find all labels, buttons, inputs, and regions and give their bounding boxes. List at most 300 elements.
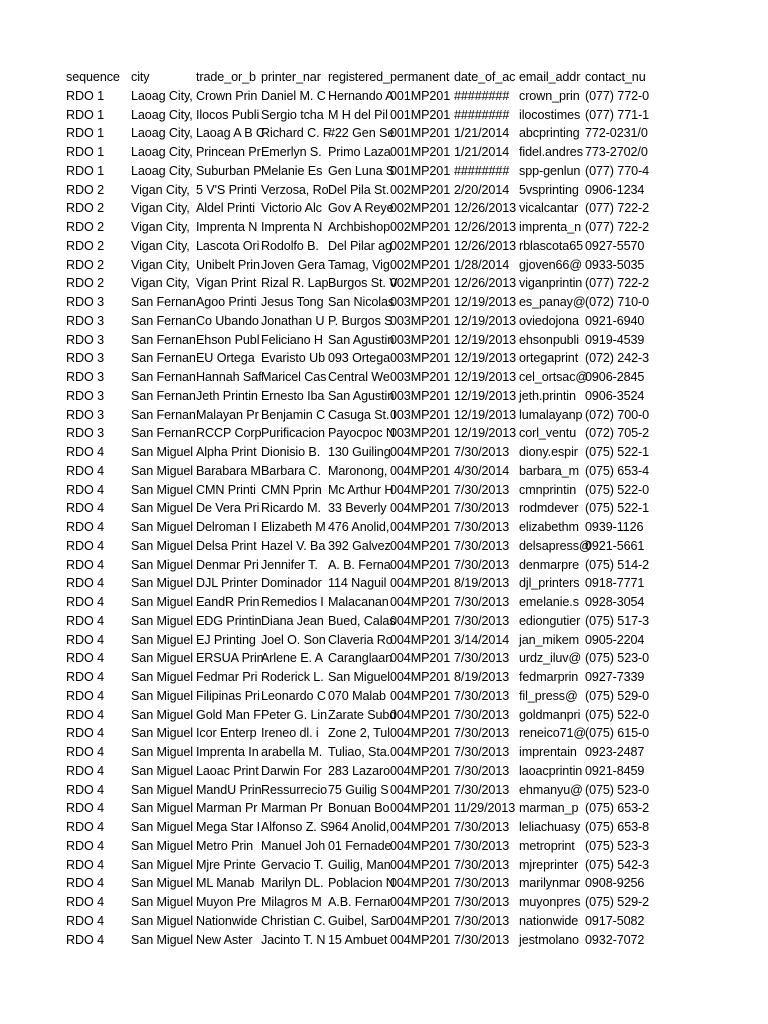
cell-trade-name[interactable]: RCCP Corp (196, 426, 262, 441)
cell-city[interactable]: San Miguel (131, 913, 194, 928)
cell-printer-name[interactable]: Leonardo C (261, 688, 326, 703)
cell-registered-address[interactable]: Hernando A (328, 88, 394, 103)
cell-date[interactable]: 11/29/2013 (454, 801, 516, 816)
cell-email[interactable]: imprenta_n (519, 220, 582, 234)
cell-email[interactable]: reneico71@ (519, 726, 587, 741)
cell-sequence[interactable]: RDO 4 (66, 463, 104, 478)
cell-trade-name[interactable]: Imprenta N (196, 220, 258, 234)
cell-contact[interactable]: (075) 529-0 (585, 688, 650, 703)
cell-date[interactable]: 7/30/2013 (454, 782, 510, 797)
cell-contact[interactable]: (075) 653-4 (585, 463, 650, 478)
cell-city[interactable]: Vigan City, (131, 220, 190, 234)
cell-printer-name[interactable]: Diana Jean (261, 613, 324, 628)
cell-permanent-number[interactable]: 004MP201 (390, 538, 451, 553)
cell-permanent-number[interactable]: 004MP201 (390, 501, 451, 516)
cell-date[interactable]: 12/26/2013 (454, 201, 517, 216)
cell-city[interactable]: San Miguel (131, 670, 194, 684)
cell-permanent-number[interactable]: 003MP201 (390, 426, 451, 441)
cell-trade-name[interactable]: EJ Printing (196, 632, 256, 647)
cell-date[interactable]: 7/30/2013 (454, 613, 510, 628)
cell-permanent-number[interactable]: 001MP201 (390, 163, 451, 178)
cell-contact[interactable]: (075) 615-0 (585, 726, 650, 741)
cell-registered-address[interactable]: 392 Galvez (328, 538, 391, 553)
cell-printer-name[interactable]: Darwin For (261, 763, 322, 778)
cell-trade-name[interactable]: CMN Printi (196, 482, 256, 497)
cell-city[interactable]: San Miguel (131, 876, 194, 891)
cell-email[interactable]: rblascota65 (519, 238, 584, 253)
cell-email[interactable]: abcprinting (519, 126, 580, 141)
header-cell-permanent-number[interactable]: permanent (390, 70, 450, 84)
cell-sequence[interactable]: RDO 3 (66, 370, 104, 384)
cell-printer-name[interactable]: Elizabeth M (261, 520, 326, 534)
cell-sequence[interactable]: RDO 3 (66, 351, 104, 366)
cell-email[interactable]: oviedojona (519, 313, 579, 328)
cell-date[interactable]: 7/30/2013 (454, 838, 510, 853)
cell-email[interactable]: muyonpres (519, 895, 581, 909)
cell-date[interactable]: 7/30/2013 (454, 895, 510, 909)
cell-email[interactable]: jan_mikem (519, 632, 579, 647)
cell-date[interactable]: ######## (454, 163, 510, 178)
cell-printer-name[interactable]: Richard C. F (261, 126, 331, 141)
cell-contact[interactable]: (072) 705-2 (585, 426, 650, 441)
cell-date[interactable]: 1/21/2014 (454, 126, 510, 141)
cell-printer-name[interactable]: Ressurrecio (261, 782, 328, 797)
cell-city[interactable]: San Miguel (131, 932, 194, 947)
cell-contact[interactable]: (077) 722-2 (585, 276, 650, 291)
cell-email[interactable]: nationwide (519, 913, 579, 928)
cell-contact[interactable]: (075) 523-0 (585, 782, 650, 797)
cell-printer-name[interactable]: Daniel M. C (261, 88, 326, 103)
cell-printer-name[interactable]: Purificacion (261, 426, 325, 441)
cell-registered-address[interactable]: Del Pila St. (328, 182, 390, 197)
cell-registered-address[interactable]: Maronong, (328, 463, 388, 478)
cell-registered-address[interactable]: Mc Arthur H (328, 482, 394, 497)
cell-trade-name[interactable]: Crown Prin (196, 88, 258, 103)
cell-sequence[interactable]: RDO 4 (66, 520, 104, 534)
cell-email[interactable]: cel_ortsac@ (519, 370, 589, 384)
cell-permanent-number[interactable]: 004MP201 (390, 445, 451, 459)
cell-city[interactable]: San Miguel (131, 501, 194, 516)
cell-contact[interactable]: (072) 700-0 (585, 407, 650, 422)
cell-trade-name[interactable]: Vigan Print (196, 276, 257, 291)
cell-city[interactable]: Laoag City, (131, 163, 193, 178)
cell-date[interactable]: 7/30/2013 (454, 595, 510, 609)
cell-date[interactable]: 7/30/2013 (454, 445, 510, 459)
cell-sequence[interactable]: RDO 4 (66, 838, 104, 853)
cell-sequence[interactable]: RDO 4 (66, 651, 104, 666)
cell-trade-name[interactable]: De Vera Pri (196, 501, 260, 516)
cell-email[interactable]: ehmanyu@ (519, 782, 583, 797)
cell-city[interactable]: San Miguel (131, 613, 194, 628)
cell-sequence[interactable]: RDO 2 (66, 238, 104, 253)
cell-trade-name[interactable]: Malayan Pr (196, 407, 259, 422)
cell-date[interactable]: 12/19/2013 (454, 370, 517, 384)
cell-printer-name[interactable]: Rodolfo B. (261, 238, 319, 253)
header-cell-contact[interactable]: contact_nu (585, 70, 646, 84)
cell-printer-name[interactable]: Maricel Cas (261, 370, 327, 384)
cell-registered-address[interactable]: Gen Luna S (328, 163, 395, 178)
cell-date[interactable]: 7/30/2013 (454, 913, 510, 928)
cell-registered-address[interactable]: 75 Guilig S (328, 782, 389, 797)
cell-contact[interactable]: (075) 542-3 (585, 857, 650, 872)
header-cell-sequence[interactable]: sequence (66, 70, 120, 84)
cell-trade-name[interactable]: Delroman I (196, 520, 257, 534)
cell-email[interactable]: goldmanpri (519, 707, 581, 722)
cell-registered-address[interactable]: 283 Lazaro (328, 763, 391, 778)
cell-printer-name[interactable]: Peter G. Lin (261, 707, 327, 722)
cell-permanent-number[interactable]: 002MP201 (390, 257, 451, 272)
cell-city[interactable]: Vigan City, (131, 182, 190, 197)
cell-date[interactable]: 7/30/2013 (454, 857, 510, 872)
cell-printer-name[interactable]: arabella M. (261, 745, 323, 759)
cell-permanent-number[interactable]: 004MP201 (390, 763, 451, 778)
cell-permanent-number[interactable]: 003MP201 (390, 351, 451, 366)
cell-permanent-number[interactable]: 004MP201 (390, 820, 451, 834)
cell-printer-name[interactable]: Alfonso Z. S (261, 820, 329, 834)
cell-date[interactable]: 7/30/2013 (454, 557, 510, 572)
cell-trade-name[interactable]: Gold Man F (196, 707, 261, 722)
cell-contact[interactable]: (077) 722-2 (585, 201, 650, 216)
cell-city[interactable]: San Fernan (131, 407, 196, 422)
cell-email[interactable]: ortegaprint (519, 351, 579, 366)
cell-registered-address[interactable]: 070 Malab (328, 688, 386, 703)
cell-trade-name[interactable]: EandR Prin (196, 595, 260, 609)
cell-city[interactable]: San Fernan (131, 295, 196, 309)
cell-sequence[interactable]: RDO 4 (66, 782, 104, 797)
cell-printer-name[interactable]: Dionisio B. (261, 445, 321, 459)
cell-registered-address[interactable]: Guilig, Man (328, 857, 391, 872)
cell-printer-name[interactable]: CMN Pprin (261, 482, 322, 497)
cell-sequence[interactable]: RDO 3 (66, 426, 104, 441)
cell-permanent-number[interactable]: 004MP201 (390, 707, 451, 722)
cell-registered-address[interactable]: Del Pilar ag (328, 238, 392, 253)
cell-city[interactable]: San Fernan (131, 351, 196, 366)
cell-printer-name[interactable]: Emerlyn S. (261, 145, 322, 159)
cell-printer-name[interactable]: Benjamin C (261, 407, 326, 422)
cell-date[interactable]: 12/19/2013 (454, 332, 517, 347)
cell-permanent-number[interactable]: 001MP201 (390, 126, 451, 141)
cell-registered-address[interactable]: M H del Pil (328, 107, 388, 122)
cell-email[interactable]: fidel.andres (519, 145, 583, 159)
cell-sequence[interactable]: RDO 4 (66, 538, 104, 553)
cell-contact[interactable]: 0906-3524 (585, 388, 645, 403)
cell-city[interactable]: San Miguel (131, 538, 194, 553)
cell-contact[interactable]: (075) 522-1 (585, 501, 650, 516)
cell-registered-address[interactable]: Claveria Ro (328, 632, 393, 647)
cell-email[interactable]: es_panay@ (519, 295, 586, 309)
cell-date[interactable]: 3/14/2014 (454, 632, 510, 647)
cell-city[interactable]: San Miguel (131, 445, 194, 459)
cell-date[interactable]: 7/30/2013 (454, 820, 510, 834)
cell-city[interactable]: Laoag City, (131, 107, 193, 122)
cell-date[interactable]: ######## (454, 107, 510, 122)
cell-trade-name[interactable]: Denmar Pri (196, 557, 259, 572)
cell-permanent-number[interactable]: 004MP201 (390, 651, 451, 666)
cell-city[interactable]: Laoag City, (131, 145, 193, 159)
cell-contact[interactable]: (077) 772-0 (585, 88, 650, 103)
cell-contact[interactable]: 0928-3054 (585, 595, 645, 609)
cell-contact[interactable]: 0921-6940 (585, 313, 645, 328)
cell-printer-name[interactable]: Gervacio T. (261, 857, 324, 872)
cell-contact[interactable]: 773-2702/0 (585, 145, 648, 159)
cell-contact[interactable]: (075) 653-2 (585, 801, 650, 816)
cell-email[interactable]: marilynmar (519, 876, 581, 891)
cell-printer-name[interactable]: Joven Gera (261, 257, 326, 272)
cell-printer-name[interactable]: Jesus Tong (261, 295, 324, 309)
cell-registered-address[interactable]: Zarate Subd (328, 707, 397, 722)
cell-registered-address[interactable]: Bued, Calas (328, 613, 396, 628)
cell-sequence[interactable]: RDO 4 (66, 857, 104, 872)
cell-email[interactable]: leliachuasy (519, 820, 581, 834)
cell-contact[interactable]: 0906-2845 (585, 370, 645, 384)
cell-sequence[interactable]: RDO 1 (66, 107, 104, 122)
cell-permanent-number[interactable]: 004MP201 (390, 745, 451, 759)
cell-city[interactable]: San Miguel (131, 838, 194, 853)
cell-permanent-number[interactable]: 004MP201 (390, 838, 451, 853)
cell-email[interactable]: 5vsprinting (519, 182, 579, 197)
cell-printer-name[interactable]: Barbara C. (261, 463, 321, 478)
cell-trade-name[interactable]: Barabara M (196, 463, 261, 478)
cell-permanent-number[interactable]: 003MP201 (390, 388, 451, 403)
cell-registered-address[interactable]: A.B. Fernar (328, 895, 392, 909)
cell-sequence[interactable]: RDO 3 (66, 332, 104, 347)
cell-permanent-number[interactable]: 004MP201 (390, 895, 451, 909)
cell-contact[interactable]: (075) 523-3 (585, 838, 650, 853)
cell-printer-name[interactable]: Imprenta N (261, 220, 323, 234)
cell-date[interactable]: 7/30/2013 (454, 763, 510, 778)
cell-email[interactable]: fil_press@ (519, 688, 578, 703)
cell-email[interactable]: emelanie.s (519, 595, 579, 609)
cell-contact[interactable]: (075) 517-3 (585, 613, 650, 628)
cell-date[interactable]: 7/30/2013 (454, 501, 510, 516)
cell-sequence[interactable]: RDO 1 (66, 88, 104, 103)
cell-city[interactable]: San Miguel (131, 595, 194, 609)
cell-contact[interactable]: 0932-7072 (585, 932, 645, 947)
cell-trade-name[interactable]: ERSUA Prin (196, 651, 264, 666)
cell-printer-name[interactable]: Victorio Alc (261, 201, 322, 216)
cell-sequence[interactable]: RDO 4 (66, 820, 104, 834)
cell-email[interactable]: viganprintin (519, 276, 583, 291)
cell-permanent-number[interactable]: 002MP201 (390, 220, 451, 234)
cell-date[interactable]: 7/30/2013 (454, 520, 510, 534)
cell-trade-name[interactable]: Alpha Print (196, 445, 257, 459)
cell-email[interactable]: elizabethm (519, 520, 579, 534)
header-cell-city[interactable]: city (131, 70, 150, 84)
cell-city[interactable]: San Fernan (131, 332, 196, 347)
cell-contact[interactable]: 772-0231/0 (585, 126, 648, 141)
cell-contact[interactable]: 0917-5082 (585, 913, 645, 928)
cell-trade-name[interactable]: Jeth Printin (196, 388, 258, 403)
cell-date[interactable]: 12/19/2013 (454, 351, 517, 366)
cell-trade-name[interactable]: EDG Printin (196, 613, 262, 628)
cell-registered-address[interactable]: Payocpoc N (328, 426, 395, 441)
cell-permanent-number[interactable]: 003MP201 (390, 407, 451, 422)
cell-date[interactable]: 12/19/2013 (454, 388, 517, 403)
cell-registered-address[interactable]: 476 Anolid, (328, 520, 390, 534)
cell-sequence[interactable]: RDO 3 (66, 295, 104, 309)
cell-email[interactable]: diony.espir (519, 445, 578, 459)
cell-registered-address[interactable]: P. Burgos S (328, 313, 393, 328)
cell-printer-name[interactable]: Manuel Joh (261, 838, 326, 853)
cell-trade-name[interactable]: Marman Pr (196, 801, 258, 816)
cell-sequence[interactable]: RDO 4 (66, 707, 104, 722)
header-cell-date[interactable]: date_of_ac (454, 70, 516, 84)
cell-permanent-number[interactable]: 004MP201 (390, 613, 451, 628)
cell-city[interactable]: San Miguel (131, 801, 194, 816)
cell-date[interactable]: 7/30/2013 (454, 876, 510, 891)
cell-printer-name[interactable]: Ricardo M. (261, 501, 321, 516)
cell-registered-address[interactable]: 130 Guiling (328, 445, 391, 459)
header-cell-email[interactable]: email_addr (519, 70, 581, 84)
cell-printer-name[interactable]: Feliciano H (261, 332, 323, 347)
cell-city[interactable]: San Miguel (131, 857, 194, 872)
cell-contact[interactable]: (075) 653-8 (585, 820, 650, 834)
cell-date[interactable]: 7/30/2013 (454, 745, 510, 759)
cell-date[interactable]: 12/26/2013 (454, 220, 517, 234)
cell-city[interactable]: San Miguel (131, 745, 194, 759)
cell-printer-name[interactable]: Milagros M (261, 895, 322, 909)
cell-registered-address[interactable]: 01 Fernade (328, 838, 392, 853)
cell-sequence[interactable]: RDO 2 (66, 182, 104, 197)
cell-permanent-number[interactable]: 003MP201 (390, 370, 451, 384)
cell-permanent-number[interactable]: 004MP201 (390, 632, 451, 647)
cell-sequence[interactable]: RDO 2 (66, 276, 104, 291)
cell-trade-name[interactable]: 5 V'S Printi (196, 182, 257, 197)
cell-city[interactable]: Vigan City, (131, 257, 190, 272)
cell-registered-address[interactable]: Archbishop (328, 220, 391, 234)
cell-printer-name[interactable]: Ernesto Iba (261, 388, 325, 403)
cell-date[interactable]: 8/19/2013 (454, 576, 510, 591)
cell-date[interactable]: 8/19/2013 (454, 670, 510, 684)
cell-contact[interactable]: (077) 770-4 (585, 163, 650, 178)
cell-trade-name[interactable]: Filipinas Pri (196, 688, 260, 703)
cell-contact[interactable]: 0918-7771 (585, 576, 645, 591)
cell-sequence[interactable]: RDO 4 (66, 895, 104, 909)
cell-email[interactable]: barbara_m (519, 463, 580, 478)
cell-contact[interactable]: (075) 522-1 (585, 445, 650, 459)
cell-city[interactable]: San Miguel (131, 726, 194, 741)
cell-printer-name[interactable]: Christian C. (261, 913, 326, 928)
cell-contact[interactable]: (077) 722-2 (585, 220, 650, 234)
cell-city[interactable]: San Fernan (131, 388, 196, 403)
cell-email[interactable]: lumalayanp (519, 407, 583, 422)
cell-trade-name[interactable]: Nationwide (196, 913, 258, 928)
cell-permanent-number[interactable]: 004MP201 (390, 520, 451, 534)
cell-printer-name[interactable]: Marman Pr (261, 801, 323, 816)
cell-email[interactable]: djl_printers (519, 576, 580, 591)
cell-sequence[interactable]: RDO 4 (66, 932, 104, 947)
cell-email[interactable]: ehsonpubli (519, 332, 579, 347)
cell-city[interactable]: San Miguel (131, 651, 194, 666)
cell-registered-address[interactable]: #22 Gen Se (328, 126, 395, 141)
cell-sequence[interactable]: RDO 2 (66, 201, 104, 216)
cell-trade-name[interactable]: Fedmar Pri (196, 670, 258, 684)
cell-city[interactable]: San Miguel (131, 482, 194, 497)
cell-contact[interactable]: 0927-5570 (585, 238, 645, 253)
cell-email[interactable]: urdz_iluv@ (519, 651, 582, 666)
cell-trade-name[interactable]: Unibelt Prin (196, 257, 260, 272)
cell-email[interactable]: imprentain (519, 745, 577, 759)
cell-registered-address[interactable]: Zone 2, Tul (328, 726, 390, 741)
cell-sequence[interactable]: RDO 3 (66, 407, 104, 422)
cell-trade-name[interactable]: Suburban P (196, 163, 262, 178)
cell-permanent-number[interactable]: 004MP201 (390, 801, 451, 816)
cell-permanent-number[interactable]: 001MP201 (390, 107, 451, 122)
cell-trade-name[interactable]: Mjre Printe (196, 857, 256, 872)
cell-printer-name[interactable]: Evaristo Ub (261, 351, 325, 366)
cell-city[interactable]: San Miguel (131, 782, 194, 797)
cell-trade-name[interactable]: Lascota Ori (196, 238, 260, 253)
cell-city[interactable]: Laoag City, (131, 88, 193, 103)
cell-printer-name[interactable]: Jonathan U (261, 313, 325, 328)
cell-printer-name[interactable]: Jacinto T. N (261, 932, 326, 947)
cell-email[interactable]: vicalcantar (519, 201, 579, 216)
cell-email[interactable]: crown_prin (519, 88, 580, 103)
cell-registered-address[interactable]: San Miguel (328, 670, 391, 684)
cell-trade-name[interactable]: Delsa Print (196, 538, 257, 553)
cell-date[interactable]: 2/20/2014 (454, 182, 510, 197)
cell-city[interactable]: San Miguel (131, 707, 194, 722)
cell-contact[interactable]: 0923-2487 (585, 745, 645, 759)
cell-registered-address[interactable]: Guibel, San (328, 913, 393, 928)
cell-trade-name[interactable]: EU Ortega (196, 351, 255, 366)
cell-city[interactable]: San Miguel (131, 688, 194, 703)
cell-printer-name[interactable]: Verzosa, Ro (261, 182, 329, 197)
cell-sequence[interactable]: RDO 2 (66, 220, 104, 234)
cell-email[interactable]: ediongutier (519, 613, 581, 628)
cell-date[interactable]: 12/19/2013 (454, 407, 517, 422)
cell-registered-address[interactable]: Poblacion N (328, 876, 395, 891)
cell-registered-address[interactable]: Bonuan Bo (328, 801, 390, 816)
cell-sequence[interactable]: RDO 1 (66, 145, 104, 159)
cell-printer-name[interactable]: Dominador (261, 576, 322, 591)
cell-sequence[interactable]: RDO 4 (66, 745, 104, 759)
cell-trade-name[interactable]: New Aster (196, 932, 253, 947)
cell-sequence[interactable]: RDO 3 (66, 313, 104, 328)
cell-sequence[interactable]: RDO 4 (66, 557, 104, 572)
cell-sequence[interactable]: RDO 4 (66, 632, 104, 647)
cell-contact[interactable]: (075) 522-0 (585, 707, 650, 722)
cell-trade-name[interactable]: Aldel Printi (196, 201, 255, 216)
cell-permanent-number[interactable]: 004MP201 (390, 857, 451, 872)
cell-city[interactable]: San Miguel (131, 463, 194, 478)
cell-contact[interactable]: (075) 514-2 (585, 557, 650, 572)
cell-permanent-number[interactable]: 002MP201 (390, 238, 451, 253)
cell-email[interactable]: mjreprinter (519, 857, 579, 872)
cell-permanent-number[interactable]: 003MP201 (390, 332, 451, 347)
cell-registered-address[interactable]: Gov A Reye (328, 201, 394, 216)
cell-date[interactable]: 7/30/2013 (454, 538, 510, 553)
cell-email[interactable]: spp-genlun (519, 163, 581, 178)
cell-email[interactable]: gjoven66@ (519, 257, 583, 272)
cell-date[interactable]: 12/19/2013 (454, 426, 517, 441)
cell-contact[interactable]: 0921-5661 (585, 538, 645, 553)
cell-date[interactable]: 7/30/2013 (454, 651, 510, 666)
cell-date[interactable]: 12/26/2013 (454, 276, 517, 291)
cell-trade-name[interactable]: Co Ubando (196, 313, 259, 328)
cell-city[interactable]: San Fernan (131, 426, 196, 441)
cell-permanent-number[interactable]: 002MP201 (390, 276, 451, 291)
cell-trade-name[interactable]: Ilocos Publi (196, 107, 260, 122)
cell-contact[interactable]: 0906-1234 (585, 182, 645, 197)
cell-email[interactable]: delsapress@ (519, 538, 592, 553)
cell-date[interactable]: 7/30/2013 (454, 726, 510, 741)
cell-permanent-number[interactable]: 004MP201 (390, 576, 451, 591)
header-cell-printer-name[interactable]: printer_nar (261, 70, 321, 84)
cell-permanent-number[interactable]: 003MP201 (390, 295, 451, 309)
cell-contact[interactable]: (072) 242-3 (585, 351, 650, 366)
cell-printer-name[interactable]: Joel O. Son (261, 632, 326, 647)
